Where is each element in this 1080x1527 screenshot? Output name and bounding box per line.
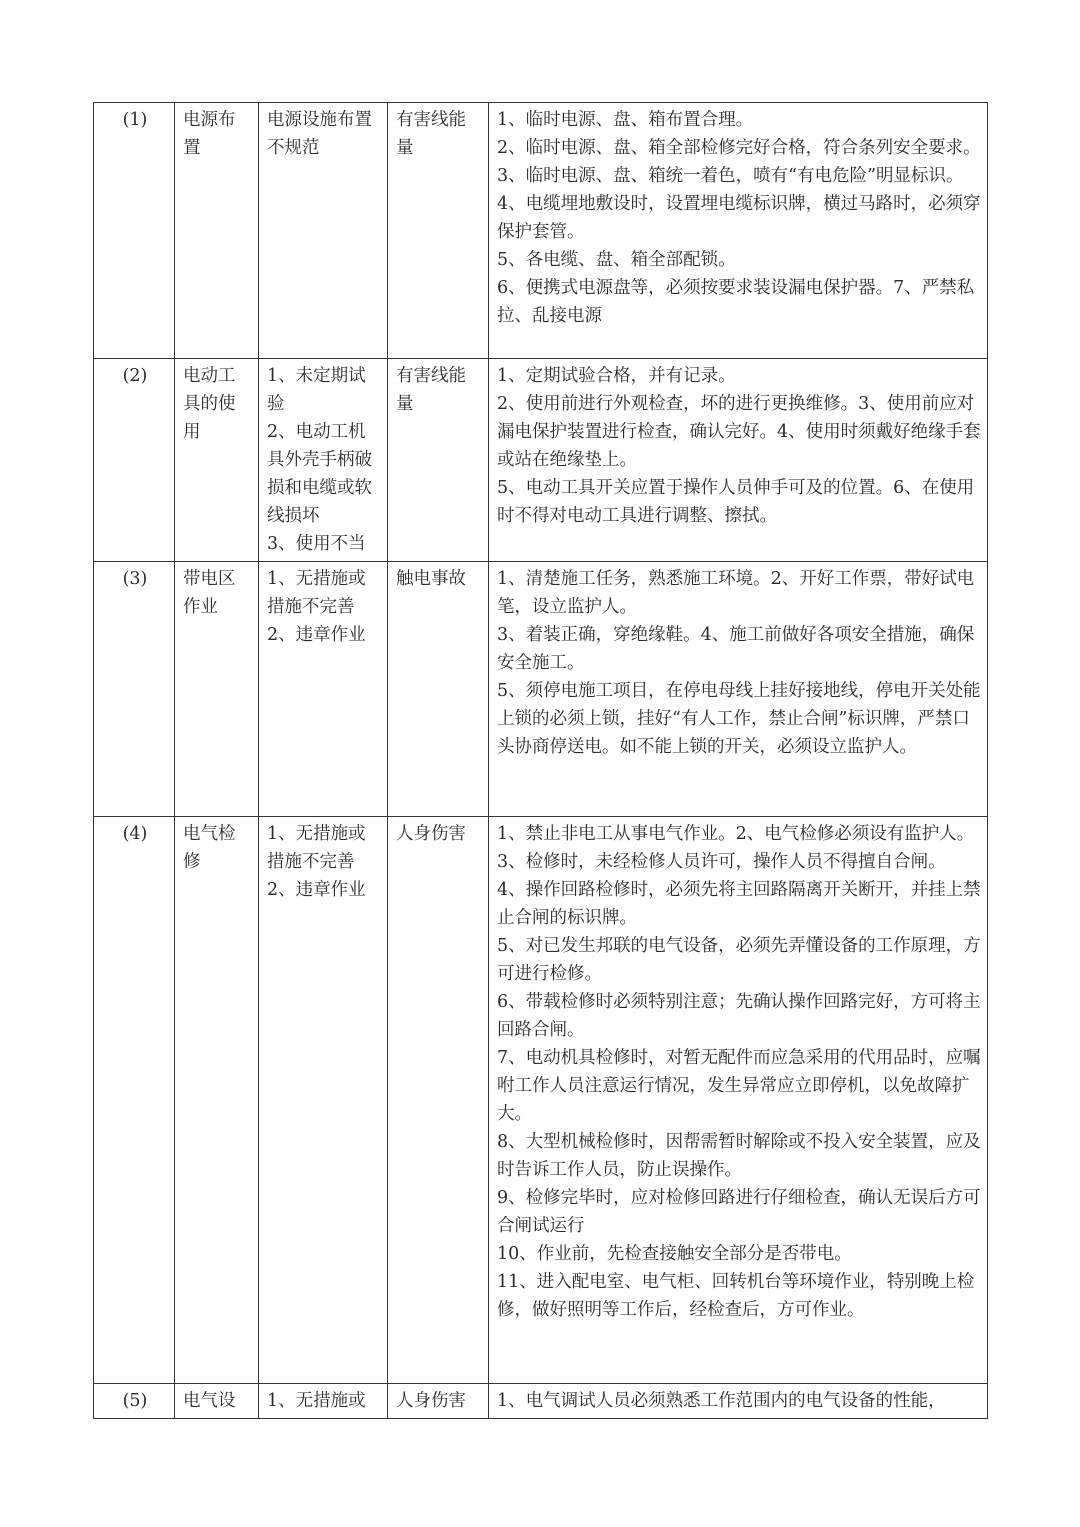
work-item: 电源布置 [175, 103, 259, 359]
measure-line: 10、作业前，先检查接触安全部分是否带电。 [497, 1244, 852, 1264]
work-item: 电气检修 [175, 817, 259, 1384]
row-number: (5) [94, 1384, 175, 1419]
measure-line: 上锁的必须上锁，挂好“有人工作，禁止合闸”标识牌，严禁口头协商停送电。如不能上锁的开关，必须设立监护人。 [497, 709, 970, 757]
measure-line: 3、着装正确，穿绝缘鞋。4、施工前做好各项安全措施，确保安全施工。 [497, 625, 975, 673]
hazard-cause: 1、无措施或 [259, 1384, 388, 1419]
measure-line: 5、电动工具开关应置于操作人员伸手可及的位置。6、在使用时不得对电动工具进行调整、擦拭。 [497, 478, 975, 526]
work-item: 电气设 [175, 1384, 259, 1419]
measure-line: 8、大型机械检修时，因帮需暂时解除或不投入安全装置，应及时告诉工作人员，防止误操作。 [497, 1132, 981, 1180]
hazard-cause: 1、无措施或措施不完善 2、违章作业 [259, 817, 388, 1384]
work-item: 带电区作业 [175, 562, 259, 817]
control-measures [489, 817, 988, 1384]
measure-line: 5、须停电施工项目，在停电母线上挂好接地线，停电开关处能 [497, 681, 981, 701]
hazard-table [93, 102, 988, 1419]
row-number: (3) [94, 562, 175, 817]
risk-type: 有害线能量 [388, 359, 489, 562]
row-number: (1) [94, 103, 175, 359]
hazard-cause: 1、未定期试验 2、电动工机具外壳手柄破损和电缆或软线损坏 3、使用不当 [259, 359, 388, 562]
risk-type: 人身伤害 [388, 1384, 489, 1419]
row-number: (2) [94, 359, 175, 562]
risk-type: 人身伤害 [388, 817, 489, 1384]
measure-line: 保护套管。 [497, 222, 585, 242]
measure-line: 1、禁止非电工从事电气作业。2、电气检修必须设有监护人。 [497, 824, 975, 844]
measure-line: 1、清楚施工任务，熟悉施工环境。2、开好工作票，带好试电笔，设立监护人。 [497, 569, 975, 617]
table-row [94, 817, 988, 1384]
measure-line: 3、检修时，未经检修人员许可，操作人员不得擅自合闸。 [497, 852, 946, 872]
control-measures [489, 1384, 988, 1419]
measure-line: 11、进入配电室、电气柜、回转机台等环境作业，特别晚上检 [497, 1272, 975, 1292]
work-item: 电动工具的使用 [175, 359, 259, 562]
measure-line: 2、临时电源、盘、箱全部检修完好合格，符合条列安全要求。3、临时电源、盘、箱统一着色，喷有“有电危险”明显标识。4、电缆埋地敷设时，设置埋电缆标识牌，横过马路时，必须穿 [497, 138, 981, 214]
hazard-cause: 1、无措施或措施不完善 2、违章作业 [259, 562, 388, 817]
table-row [94, 562, 988, 817]
table-body [94, 103, 988, 1419]
table-row [94, 1384, 988, 1419]
risk-type: 有害线能量 [388, 103, 489, 359]
control-measures [489, 103, 988, 359]
hazard-cause: 电源设施布置不规范 [259, 103, 388, 359]
measure-line: 4、操作回路检修时，必须先将主回路隔离开关断开，并挂上禁止合闸的标识牌。 [497, 880, 981, 928]
measure-line: 修，做好照明等工作后，经检查后，方可作业。 [497, 1300, 865, 1320]
measure-line: 6、便携式电源盘等，必须按要求装设漏电保护器。7、严禁私拉、乱接电源 [497, 278, 975, 326]
measure-line: 7、电动机具检修时，对暂无配件而应急采用的代用品时，应嘱咐工作人员注意运行情况，发生异常应立即停机，以免故障扩大。 [497, 1048, 981, 1124]
table-row [94, 359, 988, 562]
measure-line: 1、定期试验合格，并有记录。 [497, 366, 736, 386]
measure-line: 9、检修完毕时，应对检修回路进行仔细检查，确认无误后方可合闸试运行 [497, 1188, 981, 1236]
measure-line: 5、对已发生邦联的电气设备，必须先弄懂设备的工作原理，方可进行检修。 [497, 936, 981, 984]
measure-line: 1、电气调试人员必须熟悉工作范围内的电气设备的性能， [497, 1391, 946, 1411]
table-row [94, 103, 988, 359]
row-number: (4) [94, 817, 175, 1384]
measure-line: 5、各电缆、盘、箱全部配锁。 [497, 250, 736, 270]
measure-line: 6、带载检修时必须特别注意；先确认操作回路完好，方可将主回路合闸。 [497, 992, 981, 1040]
control-measures [489, 562, 988, 817]
measure-line: 1、临时电源、盘、箱布置合理。 [497, 110, 754, 130]
risk-type: 触电事故 [388, 562, 489, 817]
measure-line: 2、使用前进行外观检查，坏的进行更换维修。3、使用前应对漏电保护装置进行检查，确认完好。4、使用时须戴好绝缘手套或站在绝缘垫上。 [497, 394, 981, 470]
control-measures [489, 359, 988, 562]
